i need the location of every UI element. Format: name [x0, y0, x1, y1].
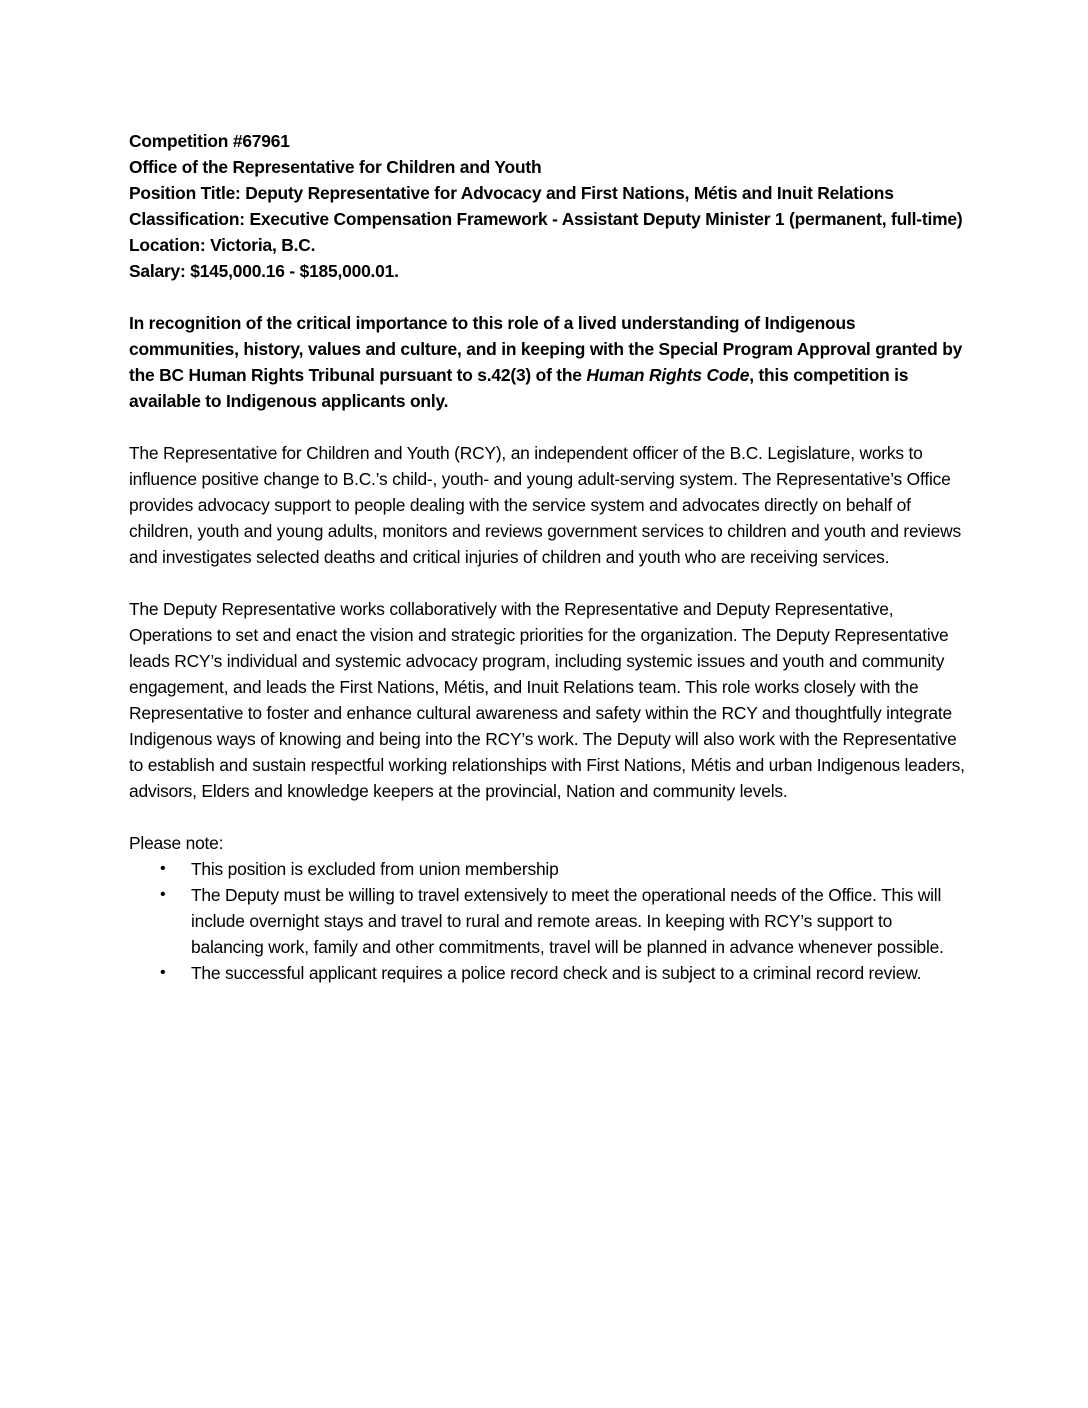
list-item-text: The Deputy must be willing to travel extensively to meet the operational needs of the Office. This will include overnight stays and travel to rural and remote areas. In keeping with RCY’s support to balancing work, family and other commitments, travel will be planned in advance whenever possible. — [191, 885, 944, 957]
list-item-text: The successful applicant requires a police record check and is subject to a criminal record review. — [191, 963, 922, 983]
rcy-description-paragraph: The Representative for Children and Youth (RCY), an independent officer of the B.C. Legislature, works to influence positive change to B.C.’s child-, youth- and young adult-serving system. The Representative’s Office provides advocacy support to people dealing with the service system and advocates directly on behalf of children, youth and young adults, monitors and reviews government services to children and youth and reviews and investigates selected deaths and critical injuries of children and youth who are receiving services. — [129, 443, 961, 567]
document-page — [129, 128, 969, 986]
salary: Salary: $145,000.16 - $185,000.01. — [129, 261, 399, 281]
notice-text-start: In recognition of the critical importance to this role of a lived understanding of Indigenous communities, history, values and culture, and in keeping with the Special Program Approval granted by the BC Human Rights Tribunal pursuant to s.42(3) of the — [129, 313, 963, 385]
office-name: Office of the Representative for Children and Youth — [129, 157, 542, 177]
list-item — [129, 856, 969, 882]
bullet-icon: • — [160, 964, 166, 981]
bullet-icon: • — [160, 860, 166, 877]
classification: Classification: Executive Compensation Framework - Assistant Deputy Minister 1 (permanent, full-time) — [129, 209, 963, 229]
list-item — [129, 882, 969, 960]
competition-number: Competition #67961 — [129, 131, 290, 151]
job-posting-header — [129, 128, 969, 284]
please-note-label: Please note: — [129, 833, 224, 853]
bullet-icon: • — [160, 886, 166, 903]
notice-text-end: , this competition is available to Indigenous applicants only. — [129, 365, 909, 411]
indigenous-applicants-notice — [129, 310, 969, 414]
notes-list — [129, 856, 969, 986]
location: Location: Victoria, B.C. — [129, 235, 316, 255]
position-title: Position Title: Deputy Representative for Advocacy and First Nations, Métis and Inuit Relations — [129, 183, 894, 203]
list-item-text: This position is excluded from union membership — [191, 859, 559, 879]
list-item — [129, 960, 969, 986]
deputy-role-paragraph: The Deputy Representative works collaboratively with the Representative and Deputy Representative, Operations to set and enact the vision and strategic priorities for the organization. The Deputy Representative leads RCY’s individual and systemic advocacy program, including systemic issues and youth and community engagement, and leads the First Nations, Métis, and Inuit Relations team. This role works closely with the Representative to foster and enhance cultural awareness and safety within the RCY and thoughtfully integrate Indigenous ways of knowing and being into the RCY’s work. The Deputy will also work with the Representative to establish and sustain respectful working relationships with First Nations, Métis and urban Indigenous leaders, advisors, Elders and knowledge keepers at the provincial, Nation and community levels. — [129, 599, 965, 801]
human-rights-code-title: Human Rights Code — [586, 365, 750, 385]
